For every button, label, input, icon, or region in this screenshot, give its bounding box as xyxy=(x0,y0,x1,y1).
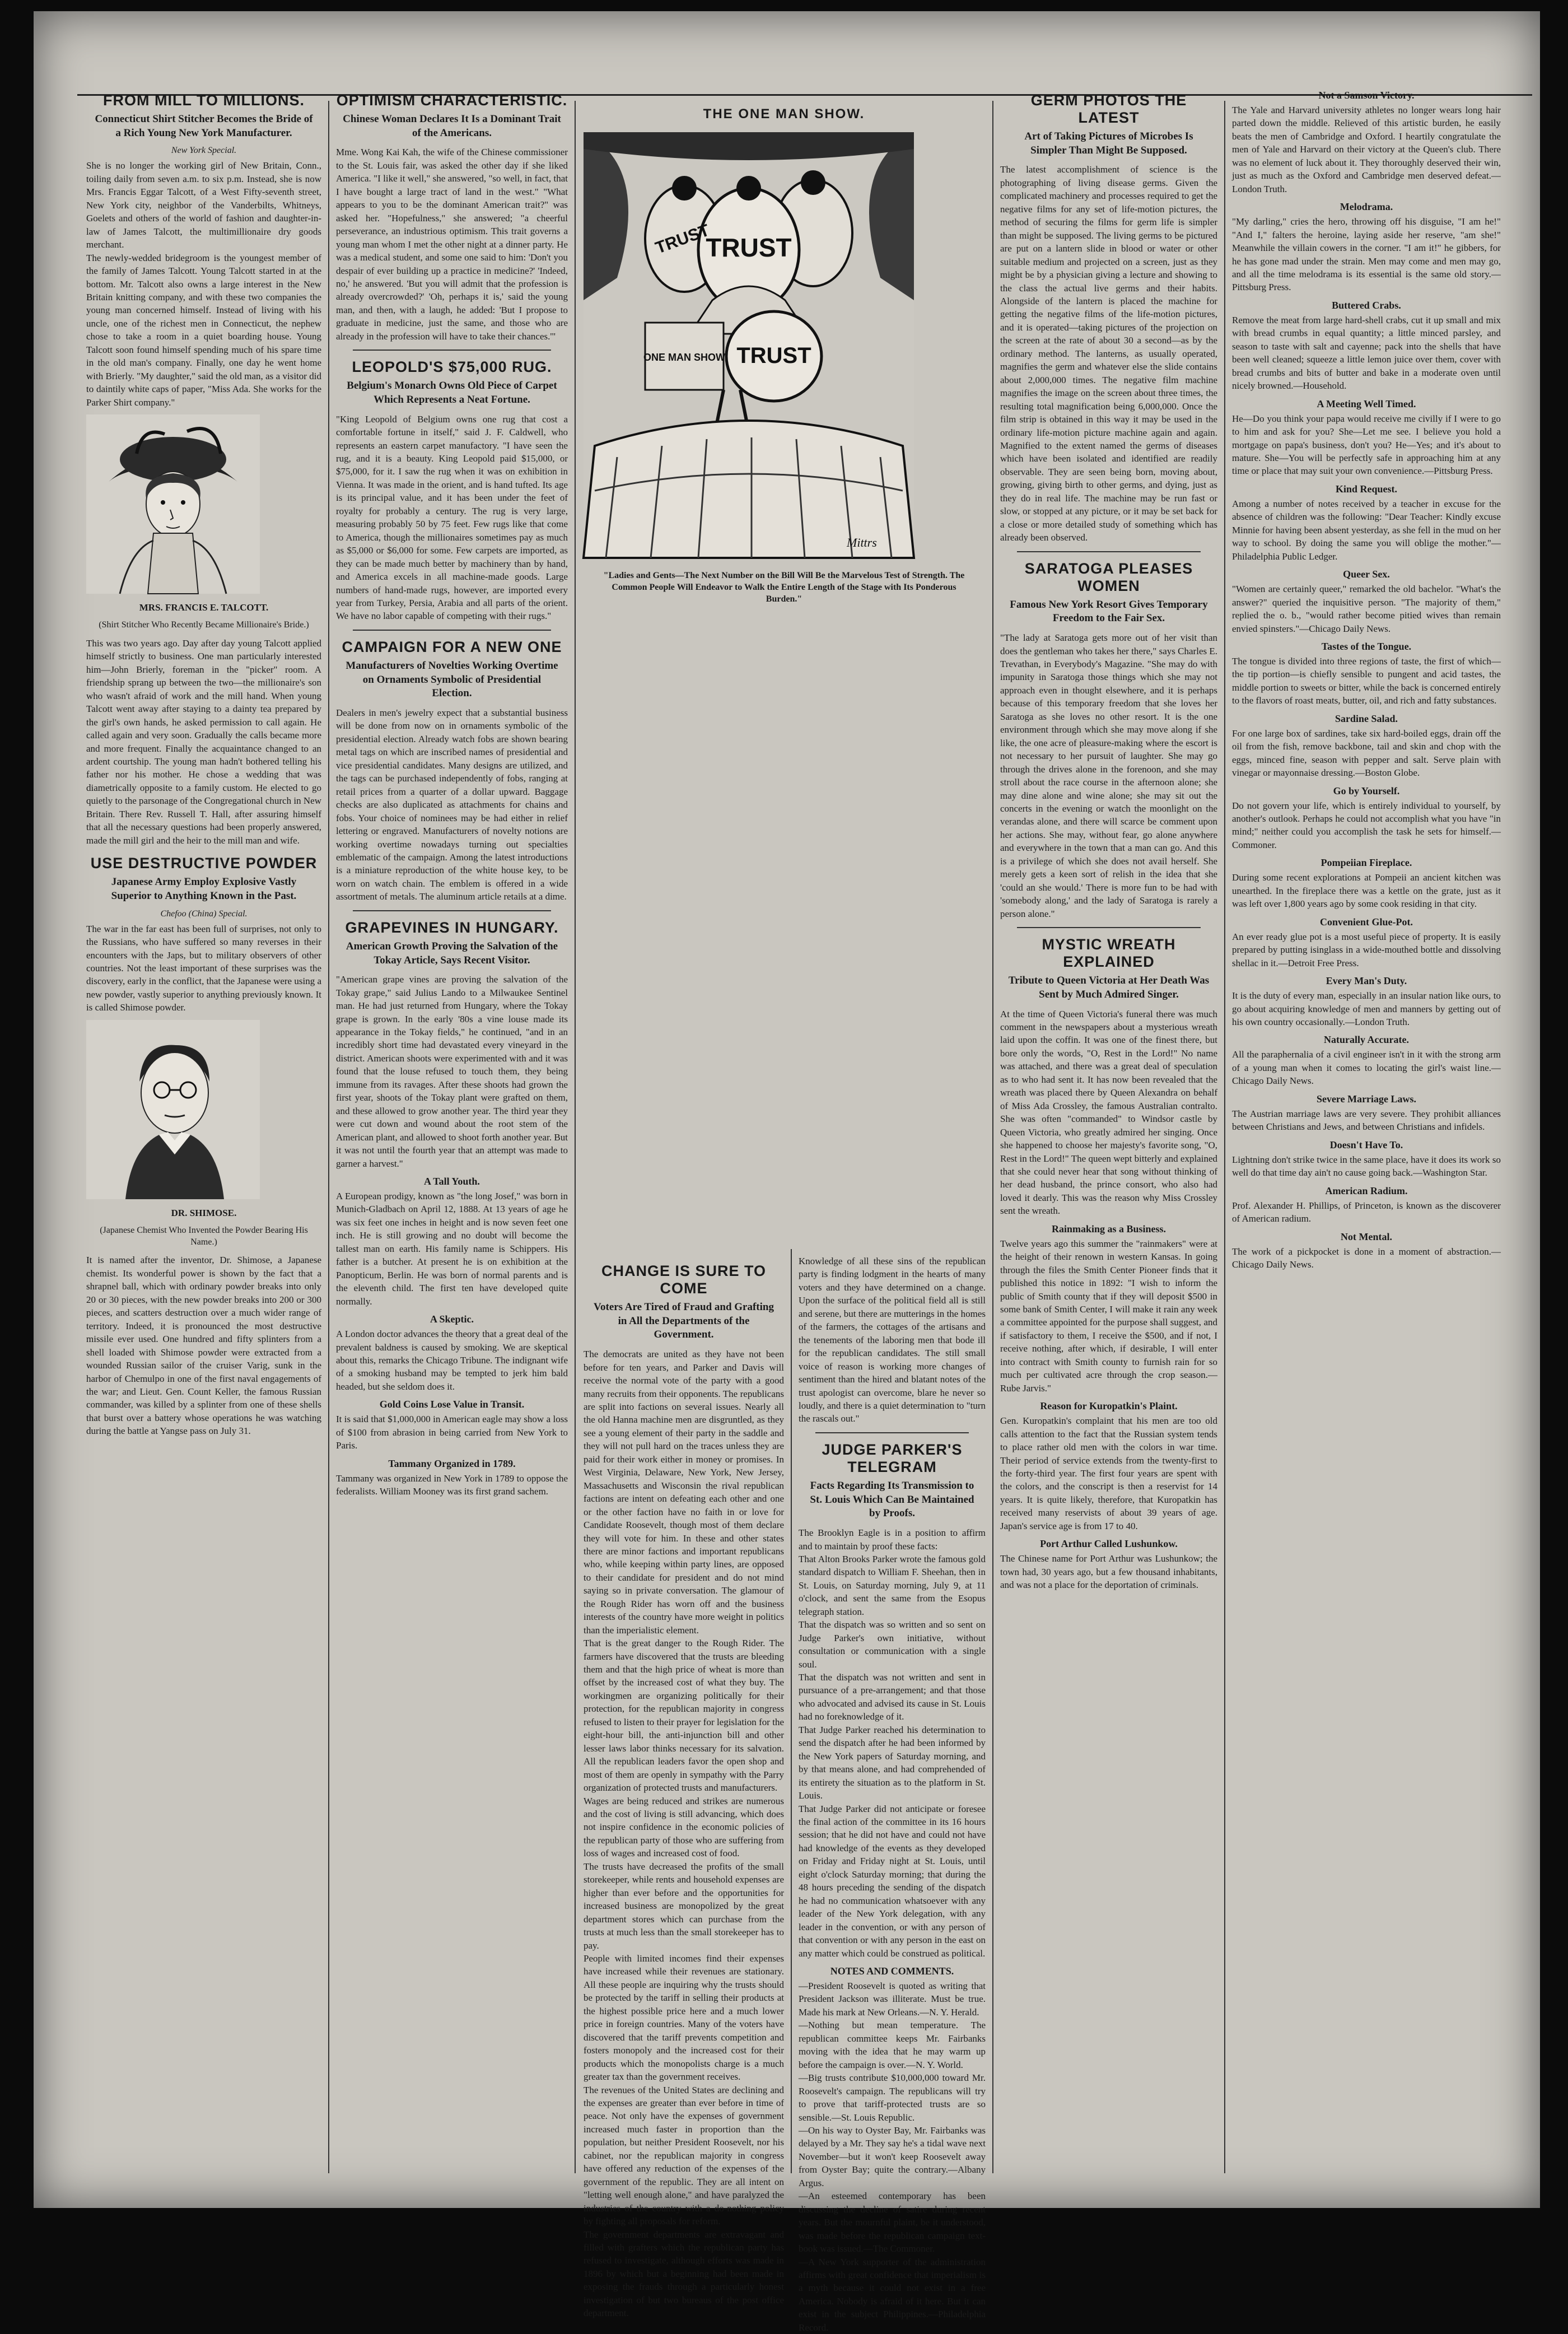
deck-germ-photos: Art of Taking Pictures of Microbes Is Simpler Than Might Be Supposed. xyxy=(1024,131,1193,156)
cartoon-word: TRUST xyxy=(736,343,811,368)
deck-grapevines: American Growth Proving the Salvation of the Tokay Article, Says Recent Visitor. xyxy=(346,940,558,966)
headline-wreath: MYSTIC WREATH EXPLAINED xyxy=(1042,936,1176,971)
item-body: He—Do you think your papa would receive me civilly if I were to go to him and ask for you? She—Let me see. I believe you hold a mortgage on papa's business, don't you? He—Yes; and it's about to mature. She—You will be perfectly safe in approaching him at any time or place that may suit your own convenience.—Pittsburg Press. xyxy=(1232,413,1501,477)
article-paragraph: A European prodigy, known as "the long Josef," was born in Munich-Gladbach on April 12, 1888. At 13 years of age he was six feet one inches in height and is now seven feet one inch. He is still growing and no doubt will become the tallest man on earth. His family name is Schippers. His father is a butcher. At present he is on exhibition at the Panopticum, Berlin. He was born of normal parents and is the eleventh child. The first ten have developed quite normally. xyxy=(336,1191,568,1307)
article-paragraph: The war in the far east has been full of surprises, not only to the Russians, who have suffered so many reverses in their encounters with the Japs, but to military observers of other countries. Not the least important of these surprises was the discovery, early in the conflict, that the Japanese were using a new powder, vastly superior to anything previously known. It is called Shimose powder. xyxy=(86,923,321,1013)
article-paragraph: "King Leopold of Belgium owns one rug that cost a comfortable fortune in itself," said J. F. Caldwell, who represents an eastern carpet manufactory. "I have seen the rug, and it is a beauty. King Leopold paid $15,000, or $75,000, for it. I saw the rug when it was on exhibition in Vienna. It was made in the orient, and is hand tufted. Its age is its principal value, and it has been under the feet of royalty for probably a century. The rug is very large, measuring probably 50 by 75 feet. Few rugs like that come to America, though the millionaires sometimes pay as much as $5,000 or $6,000 for some. Few carpets are imported, as they can be made much better by machinery than by hand, and America excels in all machine-made goods. Large numbers of hand-made rugs, however, are imported every year from Turkey, Persia, Arabia and all parts of the orient. We have no labor capable of competing with their rugs." xyxy=(336,413,568,622)
cartoon-block xyxy=(578,84,990,1249)
headline-notes: NOTES AND COMMENTS. xyxy=(830,1965,954,1977)
deck-saratoga: Famous New York Resort Gives Temporary Freedom to the Fair Sex. xyxy=(1010,598,1208,625)
article-paragraph: That Alton Brooks Parker wrote the famous gold standard dispatch to William F. Sheehan, then in St. Louis, on Saturday morning, July 9, at 11 o'clock, and sent the same from the Esopus telegraph station. xyxy=(799,1553,986,1617)
item-title: American Radium. xyxy=(1325,1185,1408,1196)
deck-powder: Japanese Army Employ Explosive Vastly Superior to Anything Known in the Past. xyxy=(111,876,297,902)
item-body: For one large box of sardines, take six hard-boiled eggs, drain off the oil from the fish, remove backbone, tail and skin and chop with the eggs, minced fine, season with pepper and salt. Serve plain with vinegar or mayonnaise dressing.—Boston Globe. xyxy=(1232,728,1501,779)
article-paragraph: "The lady at Saratoga gets more out of her visit than does the gentleman who takes her there," says Charles E. Trevathan, in Everybody's Magazine. "She may do with impunity in Saratoga those things which she may not approach even in thought elsewhere, and it is perhaps because of this temporary freedom that she loves her Saratoga as she loves no other resort. It is the one environment through which she may move along if she like, the one acre of pleasure-making where the escort is not necessary to her pursuit of laughter. She may go through the drives alone in the forenoon, and she may stroll about the race course in the afternoon alone; she may dine alone and wine alone; she may sit out the concerts in the evening or watch the moonlight on the verandas alone, and there will scarce be comment upon her actions. She may, without fear, go alone anywhere and everywhere in the town that a man can go. And this is a privilege of which she does not avail herself. She merely gets a keen sort of relish in the idea that she 'could an she would.' There is more fun to be had with 'somebody along,' and the lady of Saratoga is rarely a person alone." xyxy=(1000,632,1217,919)
item-body: All the paraphernalia of a civil engineer isn't in it with the strong arm of a young man when it comes to locating the girl's waist line.—Chicago Daily News. xyxy=(1232,1049,1501,1087)
article-paragraph: Twelve years ago this summer the "rainmakers" were at the height of their renown in western Kansas. In going through the files the Smith Center Pioneer finds that it published this notice in 1892: "I wish to inform the public of Smith county that if they will deposit $500 in some bank of Smith Center, I will make it rain any week a committee appointed for the purpose shall suggest, and if satisfactory to them, I receive the $500, and if not, I receive nothing, after which, if desirable, I will enter into contract with Smith county to furnish rain for so much per cultivated acre through the crop season.—Rube Jarvis." xyxy=(1000,1238,1217,1394)
item-body: An ever ready glue pot is a most useful piece of property. It is easily prepared by putting isinglass in a wide-mouthed bottle and dissolving shellac in it.—Detroit Free Press. xyxy=(1232,931,1501,968)
column-4 xyxy=(793,1255,991,2333)
article-paragraph: Tammany was organized in New York in 1789 to oppose the federalists. William Mooney was its first grand sachem. xyxy=(336,1473,568,1497)
article-paragraph: Gen. Kuropatkin's complaint that his men are too old calls attention to the fact that the Russian system tends to place rather old men with the colors in war time. Their period of service extends from the twenty-first to the forty-third year. The first four years are spent with the colors, and the conscript is then a reservist for 14 years. It is quite likely, therefore, that Kuropatkin has received many reservists of about 39 years of age. Japan's service age is from 17 to 40. xyxy=(1000,1415,1217,1531)
article-paragraph: —An esteemed contemporary has been discussing the decline of satire during recent years. But the mournful plaint, be it understood, was made before the republican campaign text-book was issued.—The Commoner. xyxy=(799,2191,986,2254)
portrait-subcaption: (Shirt Stitcher Who Recently Became Millionaire's Bride.) xyxy=(99,620,309,630)
headline-powder: USE DESTRUCTIVE POWDER xyxy=(90,855,318,872)
item-title: Sardine Salad. xyxy=(1334,712,1398,724)
item-body: "Women are certainly queer," remarked the old bachelor. "What's the answer?" queried the inquisitive person. "The majority of them," replied the o. b., "would rather become pitied wives than remain envied spinsters."—Chicago Daily News. xyxy=(1232,584,1501,634)
article-divider xyxy=(353,350,551,351)
cartoon-sign: ONE MAN SHOW xyxy=(643,352,725,363)
headline-from-mill: FROM MILL TO MILLIONS. xyxy=(103,92,305,109)
deck-parker: Facts Regarding Its Transmission to St. Louis Which Can Be Maintained by Proofs. xyxy=(810,1479,974,1520)
article-paragraph: —Nothing but mean temperature. The republican committee keeps Mr. Fairbanks moving with the idea that he may warm up before the campaign is over.—N. Y. World. xyxy=(799,2020,986,2070)
article-paragraph: The Brooklyn Eagle is in a position to affirm and to maintain by proof these facts: xyxy=(799,1527,986,1552)
item-title: Go by Yourself. xyxy=(1333,785,1400,796)
article-paragraph: This was two years ago. Day after day young Talcott applied himself strictly to business. One man particularly interested him—John Brierly, foreman in the "picker" room. A friendship sprang up between the two—the millionaire's son who wasn't afraid of work and the mill hand. When young Talcott went away after staying to a dainty tea prepared by the girl's own hands, he asked permission to call again. He called again and very soon. Gradually the calls became more and more frequent. Finally the acquaintance changed to an ardent courtship. The young man hadn't bothered telling his father nor his mother. He chose a wedding that was diametrically opposite to a family custom. He elected to go quietly to the parsonage of the Congregational church in New Britain. There Rev. Russell T. Hall, after assuring himself that all the necessary questions had been properly answered, made the mill girl and the heir to the mill man and wife. xyxy=(86,637,321,846)
cartoon-word: TRUST xyxy=(706,233,792,262)
column-2 xyxy=(330,84,573,2201)
article-divider xyxy=(815,1432,969,1433)
article-paragraph: —President Roosevelt is quoted as writing that President Jackson was illiterate. Must be true. Made his mark at New Orleans.—N. Y. Herald. xyxy=(799,1981,986,2018)
item-body: Remove the meat from large hard-shell crabs, cut it up small and mix with bread crumbs in equal quantity; a little minced parsley, and season to taste with salt and cayenne; pack into the shells that have been well cleaned; squeeze a little lemon juice over them, cover with bread crumbs and bits of butter and bake in a moderate oven until nicely browned.—Household. xyxy=(1232,314,1501,392)
cartoon-title: THE ONE MAN SHOW. xyxy=(703,106,865,122)
article-paragraph: It is named after the inventor, Dr. Shimose, a Japanese chemist. Its wonderful power is shown by the fact that a shrapnel ball, which with ordinary powder breaks into only 20 or 30 pieces, with the new powder breaks into 200 or 300 pieces, and scatters destruction over a much wider range of territory. Indeed, it is pronounced the most destructive missile ever used. One hundred and fifty splinters from a shell loaded with Shimose powder were extracted from a wounded Russian sailor of the cruiser Varig, sunk in the harbor of Chemulpo in one of the first naval engagements of the war; and Lieut. Gen. Count Keller, the famous Russian commander, was killed by a splinter from one of these shells that burst over a battery whose operations he was watching during the battle at Yangse pass on July 31. xyxy=(86,1255,321,1437)
newspaper-page xyxy=(34,11,1540,2333)
article-divider xyxy=(353,910,551,911)
article-paragraph: —Big trusts contribute $10,000,000 toward Mr. Roosevelt's campaign. The republicans will try to prove that tariff-protected trusts are so sensible.—St. Louis Republic. xyxy=(799,2072,986,2123)
deck-wreath: Tribute to Queen Victoria at Her Death Was Sent by Much Admired Singer. xyxy=(1008,975,1210,1000)
item-title: Queer Sex. xyxy=(1343,569,1390,580)
article-paragraph: That the dispatch was not written and sent in pursuance of a pre-arrangement; and that those who advocated and advised its cause in St. Louis had no foreknowledge of it. xyxy=(799,1672,986,1722)
portrait-mrs-talcott xyxy=(86,414,260,594)
cartoon-caption: "Ladies and Gents—The Next Number on the Bill Will Be the Marvelous Test of Strength. The Common People Will Endeavor to Walk the Entire Length of the Stage with Its Ponderous Burden." xyxy=(603,571,965,604)
article-paragraph: That Judge Parker reached his determination to send the dispatch after he had been informed by the New York papers of Saturday morning, and by that means alone, and had comprehended of its entirety the situation as to the platform in St. Louis. xyxy=(799,1724,986,1801)
article-divider xyxy=(1017,551,1201,552)
dateline: New York Special. xyxy=(171,146,237,156)
item-body: The work of a pickpocket is done in a moment of abstraction.—Chicago Daily News. xyxy=(1232,1246,1501,1270)
item-body: "My darling," cries the hero, throwing off his disguise, "I am he!" "And I," falters the heroine, laying aside her reserve, "am she!" Meanwhile the villain cowers in the corner. "I am it!" he gibbers, for he has gone mad under the strain. Men may come and men may go, and all the time melodrama is its essential is the same old story.—Pittsburg Press. xyxy=(1232,216,1501,293)
article-paragraph: The democrats are united as they have not been before for ten years, and Parker and Davis will receive the normal vote of the party with a good many recruits from their opponents. The republicans are split into factions on several issues. Nearly all the old Hanna machine men are disgruntled, as they see a young element of their party in the saddle and they will not pull hard on the traces unless they are paid for their work either in money or promises. In West Virginia, Delaware, New York, New Jersey, Massachusetts and Wisconsin the rival republican factions are intent on defeating each other and one or the other faction have no faith in or love for Candidate Roosevelt, though most of them declare they will vote for him. In these and other states there are minor factions and important republicans who, while keeping within party lines, are opposed to their candidate for president and do not mind saying so in private conversation. The glamour of the Rough Rider has worn off and the business interests of the country have more weight in politics than the imperialistic element. xyxy=(584,1349,784,1636)
article-paragraph: She is no longer the working girl of New Britain, Conn., toiling daily from seven a.m. to six p.m. Instead, she is now Mrs. Francis Eggar Talcott, of a West Fifty-seventh street, New York city, neighbor of the Vanderbilts, Whitneys, Goelets and others of the world of fashion and daughter-in-law of James Talcott, the multimillionaire dry goods merchant. xyxy=(86,160,321,250)
deck-campaign: Manufacturers of Novelties Working Overtime on Ornaments Symbolic of Presidential Election. xyxy=(346,659,558,700)
column-rule xyxy=(575,101,576,2173)
item-title: Convenient Glue-Pot. xyxy=(1320,916,1413,928)
item-body: The tongue is divided into three regions of taste, the first of which—the tip portion—is chiefly sensible to pungent and acid tastes, the middle portion to sweets or bitter, while the back is concerned entirely to the flavors of roast meats, butter, oil, and rich and fatty substances. xyxy=(1232,655,1501,706)
item-body: During some recent explorations at Pompeii an ancient kitchen was unearthed. In the fireplace there was a kettle on the grate, just as it was left over 1,800 years ago by some cook residing in that city. xyxy=(1232,872,1501,910)
article-paragraph: The trusts have decreased the profits of the small storekeeper, while rents and household expenses are higher than ever before and the opportunities for increased business are monopolized by the great department stores which can purchase from the trusts at much less than the small storekeeper has to pay. xyxy=(584,1861,784,1951)
column-6 xyxy=(1226,84,1506,2201)
deck-optimism: Chinese Woman Declares It Is a Dominant Trait of the Americans. xyxy=(343,113,561,139)
column-5 xyxy=(995,84,1223,2201)
item-body: Lightning don't strike twice in the same place, have it does its work so well do that time day ain't no cause going back.—Washington Star. xyxy=(1232,1154,1501,1178)
item-body: Do not govern your life, which is entirely individual to yourself, by another's outlook. Perhaps he could not accomplish what you have "in mind;" neither could you accomplish the task he sets for himself.—Commoner. xyxy=(1232,800,1501,850)
item-title: A Meeting Well Timed. xyxy=(1317,398,1416,409)
item-title: Reason for Kuropatkin's Plaint. xyxy=(1040,1400,1178,1412)
item-title: Doesn't Have To. xyxy=(1329,1139,1403,1150)
item-title: Not a Samson Victory. xyxy=(1318,90,1415,101)
headline-rug: LEOPOLD'S $75,000 RUG. xyxy=(352,358,552,376)
item-body: Among a number of notes received by a teacher in excuse for the absence of children was the following: "Dear Teacher: Kindly excuse Minnie for having been absent yesterday, as she fell in the mud on her way to school. By doing the same you will oblige the mother."—Philadelphia Public Ledger. xyxy=(1232,498,1501,562)
article-paragraph: —A New York supporter of the administration affirms with great confidence that imperialism is a myth because it could not exist in a free America. Nobody is afraid of it here. But it can exist in the subject Philippines.—Philadelphia Record. xyxy=(799,2256,986,2333)
item-title: Port Arthur Called Lushunkow. xyxy=(1040,1538,1178,1550)
item-body: The Yale and Harvard university athletes no longer wears long hair parted down the middle. Relieved of this artistic burden, he easily beats the men of Cambridge and Oxford. I heartily congratulate the men of Yale and Harvard on their victory at the Queen's club. There was no element of luck about it. They thoroughly deserved their win, just as much as the Oxford and Cambridge men deserved defeat.—London Truth. xyxy=(1232,105,1501,194)
item-title: Tammany Organized in 1789. xyxy=(388,1457,516,1469)
headline-germ-photos: GERM PHOTOS THE LATEST xyxy=(1030,92,1187,127)
headline-optimism: OPTIMISM CHARACTERISTIC. xyxy=(336,92,568,109)
item-title: Kind Request. xyxy=(1335,483,1398,495)
headline-parker: JUDGE PARKER'S TELEGRAM xyxy=(822,1441,963,1475)
article-paragraph: It is said that $1,000,000 in American eagle may show a loss of $100 from abrasion in being carried from New York to Paris. xyxy=(336,1414,568,1451)
article-paragraph: A London doctor advances the theory that a great deal of the prevalent baldness is caused by smoking. We are skeptical about this, remarks the Chicago Tribune. The indignant wife of a smoking husband may be tempted to jerk him bald headed, but she seldom does it. xyxy=(336,1329,568,1392)
column-1 xyxy=(81,84,327,2201)
article-paragraph: The latest accomplishment of science is the photographing of living disease germs. Given the complicated machinery and processes required to get the negative films for any set of life-motion pictures, the method of securing the films for germ life is simpler than might be supposed. The living germs to be pictured are put on a lantern slide in blood or water or other suitable medium and projected on a screen, just as they might be by a physician giving a lecture and showing to the class the actual live germs and their habits. Alongside of the lantern is placed the machine for getting the negative films of the life-motion pictures, and it is operated—taking pictures of the projection on the screen at the rate of about 30 a second—as by the ordinary method. The lanterns, as usually operated, magnifies the germ and whatever else the slide contains about 2,000,000 times. The negative film machine magnifies the image on the screen about three times, the resulting total magnification being 6,000,000. Once the film strip is obtained in this way it may be used in the ordinary life-motion picture machine again and again. Magnified to the extent named the germs of diseases which have been isolated and identified are readily observable. They are seen being born, moving about, growing, giving birth to other germs, and dying, just as they do in real life. The machine may be run fast or slow, or stopped at any picture, or it may be set back for a close or more detailed study of something which has already been observed. xyxy=(1000,164,1217,543)
article-paragraph: "American grape vines are proving the salvation of the Tokay grape," said Julius Lando to a Milwaukee Sentinel man. He had just returned from Hungary, where the Tokay grape is grown. In the early '80s a vine louse made its appearance in the Tokay fields," he continued, "and in an incredibly short time had devastated every vineyard in the district. American shoots were experimented with and it was found that the louse refused to touch them, they being immune from its ravages. After these shoots had grown the first year, shoots of the Tokay plant were grafted on them, and these allowed to grow another year. The third year they were cut down and wound about the root stem of the American plant, and allowed to shoot forth another year. But it was not until the fourth year that an attempt was made to garner a harvest." xyxy=(336,974,568,1169)
headline-saratoga: SARATOGA PLEASES WOMEN xyxy=(1024,560,1193,594)
column-rule xyxy=(328,101,329,2173)
item-body: Prof. Alexander H. Phillips, of Princeton, is known as the discoverer of American radium. xyxy=(1232,1200,1501,1224)
article-paragraph: Knowledge of all these sins of the republican party is finding lodgment in the hearts of many voters and they have determined on a change. Upon the surface of the political field all is still and serene, but there are mutterings in the homes of the farmers, the cottages of the artisans and the tenements of the laboring men that bode ill for the republican candidates. The still small voice of reason is working more changes of sentiment than the hired and blatant notes of the trust apologist can overcome, blare he never so loudly, and there is a quiet determination to "turn the rascals out." xyxy=(799,1256,986,1424)
deck-rug: Belgium's Monarch Owns Old Piece of Carpet Which Represents a Neat Fortune. xyxy=(347,380,557,406)
article-divider xyxy=(353,630,551,631)
item-title: Pompeiian Fireplace. xyxy=(1320,857,1412,869)
item-title: Rainmaking as a Business. xyxy=(1051,1223,1166,1234)
deck-change: Voters Are Tired of Fraud and Grafting in All the Departments of the Government. xyxy=(594,1301,774,1341)
item-title: Naturally Accurate. xyxy=(1324,1034,1409,1046)
portrait-subcaption: (Japanese Chemist Who Invented the Powder Bearing His Name.) xyxy=(100,1225,308,1247)
item-title: Not Mental. xyxy=(1341,1231,1392,1242)
item-title: Every Man's Duty. xyxy=(1326,975,1407,987)
article-paragraph: That the dispatch was so written and so sent on Judge Parker's own initiative, without consultation or communication with a single soul. xyxy=(799,1619,986,1670)
item-title: A Skeptic. xyxy=(430,1313,474,1325)
article-paragraph: That Judge Parker did not anticipate or foresee the final action of the committee in its 16 hours session; that he did not have and could not have had knowledge of the events as they developed on Friday and Friday night at St. Louis, until eight o'clock Saturday morning; that during the 48 hours preceding the sending of the dispatch he had no communication whatsoever with any leader of the New York delegation, with any leader in the convention, or with any person of that convention or with any person in the east on any matter which could be construed as political. xyxy=(799,1803,986,1959)
cartoon-one-man-show xyxy=(584,132,914,558)
column-3 xyxy=(578,1255,790,2319)
headline-campaign: CAMPAIGN FOR A NEW ONE xyxy=(342,638,562,655)
headline-change: CHANGE IS SURE TO COME xyxy=(601,1262,767,1297)
article-paragraph: That is the great danger to the Rough Rider. The farmers have discovered that the trusts are bleeding them and that the high price of wheat is more than offset by the increased cost of what they buy. The workingmen are organizing politically for their protection, for the republican majority in congress refused to listen to their prayer for legislation for the eight-hour bill, the anti-injunction bill and other lesser laws labor thinks necessary for its salvation. All the republican leaders favor the open shop and most of them are openly in sympathy with the Parry organization of protected trusts and manufacturers. xyxy=(584,1638,784,1793)
portrait-caption: MRS. FRANCIS E. TALCOTT. xyxy=(139,602,269,613)
headline-grapevines: GRAPEVINES IN HUNGARY. xyxy=(345,919,559,936)
article-paragraph: The government departments are extravagant and filled with grafters which the republican party has refused to investigate, although efforts was made in 1896 by which but a beginning had been made in exposing the frauds through a particularly honest investigation of but two bureaus of the post office department. xyxy=(584,2229,784,2319)
cartoon-word: TRUST xyxy=(653,221,712,258)
article-paragraph: —On his way to Oyster Bay, Mr. Fairbanks was delayed by a Mr. They say he's a tidal wave next November—but it won't keep Roosevelt away from Oyster Bay; quite the contrary.—Albany Argus. xyxy=(799,2125,986,2188)
article-paragraph: At the time of Queen Victoria's funeral there was much comment in the newspapers about a mysterious wreath laid upon the coffin. It was one of the finest there, but bore only the words, "O, Rest in the Lord!" No name was attached, and there was a great deal of speculation as to who had sent it. It has now been revealed that the wreath was placed there by Queen Alexandra on behalf of Miss Ada Crossley, the famous Australian contralto. She was often "commanded" to Windsor castle by Queen Victoria, who greatly admired her singing. Once she happened to choose her majesty's favorite song, "O, Rest in the Lord!" The queen wept bitterly and explained that she could never hear that song without thinking of her dead husband, the prince consort, who also had loved it dearly. This was the reason why Miss Crossley sent the wreath. xyxy=(1000,1008,1217,1217)
column-rule xyxy=(1224,101,1225,2173)
item-title: Severe Marriage Laws. xyxy=(1316,1093,1417,1105)
article-divider xyxy=(1017,927,1201,928)
item-title: Gold Coins Lose Value in Transit. xyxy=(379,1399,525,1410)
item-body: It is the duty of every man, especially in an insular nation like ours, to go about acquiring knowledge of men and manners by getting out of his own country occasionally.—London Truth. xyxy=(1232,990,1501,1028)
column-rule xyxy=(992,101,993,2173)
item-title: Buttered Crabs. xyxy=(1332,299,1401,311)
article-paragraph: Mme. Wong Kai Kah, the wife of the Chinese commissioner to the St. Louis fair, was asked the other day if she liked America. "I like it well," she answered, "so well, in fact, that I have bought a large tract of land in the west." "What appears to you to be the dominant American trait?" was asked her. "Hopefulness," she answered; "a cheerful perseverance, an industrious optimism. This trait governs a young man whom I met the other night at a dinner party. He was a medical student, and some one said to him: 'Don't you despair of ever building up a practice in medicine?' 'Indeed, no,' he answered. 'But you will admit that the profession is already overcrowded?' 'Oh, perhaps it is,' said the young man, and then, with a laugh, he added: 'But I propose to graduate in medicine, just the same, and those who are already in the profession will have to take their chances.'" xyxy=(336,147,568,342)
portrait-caption: DR. SHIMOSE. xyxy=(171,1207,237,1218)
item-body: The Austrian marriage laws are very severe. They prohibit alliances between Christians and Jews, and between Christians and infidels. xyxy=(1232,1108,1501,1133)
article-paragraph: People with limited incomes find their expenses have increased while their revenues are stationary. All these people are inquiring why the trusts should be protected by the tariff in selling their products at the highest possible price here and a much lower price in foreign countries. Many of the voters have discovered that the tariff prevents competition and fosters monopoly and the increased cost for their products which the monopolists charge is a much greater tax than the government receives. xyxy=(584,1953,784,2083)
article-paragraph: Wages are being reduced and strikes are numerous and the cost of living is still advancing, which does not inspire confidence in the economic policies of the republican party of those who are suffering from loss of wages and increased cost of food. xyxy=(584,1795,784,1859)
article-paragraph: The Chinese name for Port Arthur was Lushunkow; the town had, 30 years ago, but a few thousand inhabitants, and was not a place for the deportation of criminals. xyxy=(1000,1553,1217,1591)
article-paragraph: The revenues of the United States are declining and the expenses are greater than ever before in time of peace. Not only have the expenses of government increased much faster in proportion than the population, but neither President Roosevelt, nor his cabinet, nor the republican majority in congress have offered any reduction of the expenses of the government of the republic. They are all intent on "letting well enough alone," and have paralyzed the industries of the country with a do-nothing policy by fighting all proposals for reform. xyxy=(584,2084,784,2227)
column-rule xyxy=(791,1249,792,2173)
dateline: Chefoo (China) Special. xyxy=(160,909,248,919)
article-paragraph: Dealers in men's jewelry expect that a substantial business will be done from now on in ornaments symbolic of the presidential election. Already watch fobs are shown bearing metal tags on which are inscribed names of presidential and vice presidential candidates. Many designs are utilized, and the tags can be purchased independently of fobs, ranging at retail prices from a quarter of a dollar upward. Baggage checks are also duplicated as attachments for chains and fobs. Your choice of nominees may be had either in relief lettering or engraved. Manufacturers of novelty notions are working overtime nowadays turning out specialties emblematic of the campaign. Among the latest introductions is a miniature reproduction of the white house key, to be worn on watch chain. The emblem is offered in a wide assortment of metals. The aluminum article retails at a dime. xyxy=(336,707,568,902)
item-title: Melodrama. xyxy=(1340,201,1393,213)
deck-from-mill: Connecticut Shirt Stitcher Becomes the Bride of a Rich Young New York Manufacturer. xyxy=(95,113,313,139)
portrait-dr-shimose xyxy=(86,1020,260,1199)
item-title: Tastes of the Tongue. xyxy=(1321,640,1412,652)
item-title: A Tall Youth. xyxy=(424,1176,480,1187)
article-paragraph: The newly-wedded bridegroom is the youngest member of the family of James Talcott. Young Talcott started in at the bottom. Mr. Talcott also owns a large interest in the New Britain knitting company, and with these two companies the young man concerned himself. Instead of living with his uncle, one of the richest men in Connecticut, the nephew chose to take a room in a quiet boarding house. Young Talcott soon found himself spending much of his spare time in the old man's company. Finally, one day he went home with Brierly. "My daughter," said the old man, as a visitor did to daintily white caps of paper, "Miss Ada. She works for the Parker Shirt company." xyxy=(86,252,321,408)
cartoon-signature: Mittrs xyxy=(847,535,877,549)
